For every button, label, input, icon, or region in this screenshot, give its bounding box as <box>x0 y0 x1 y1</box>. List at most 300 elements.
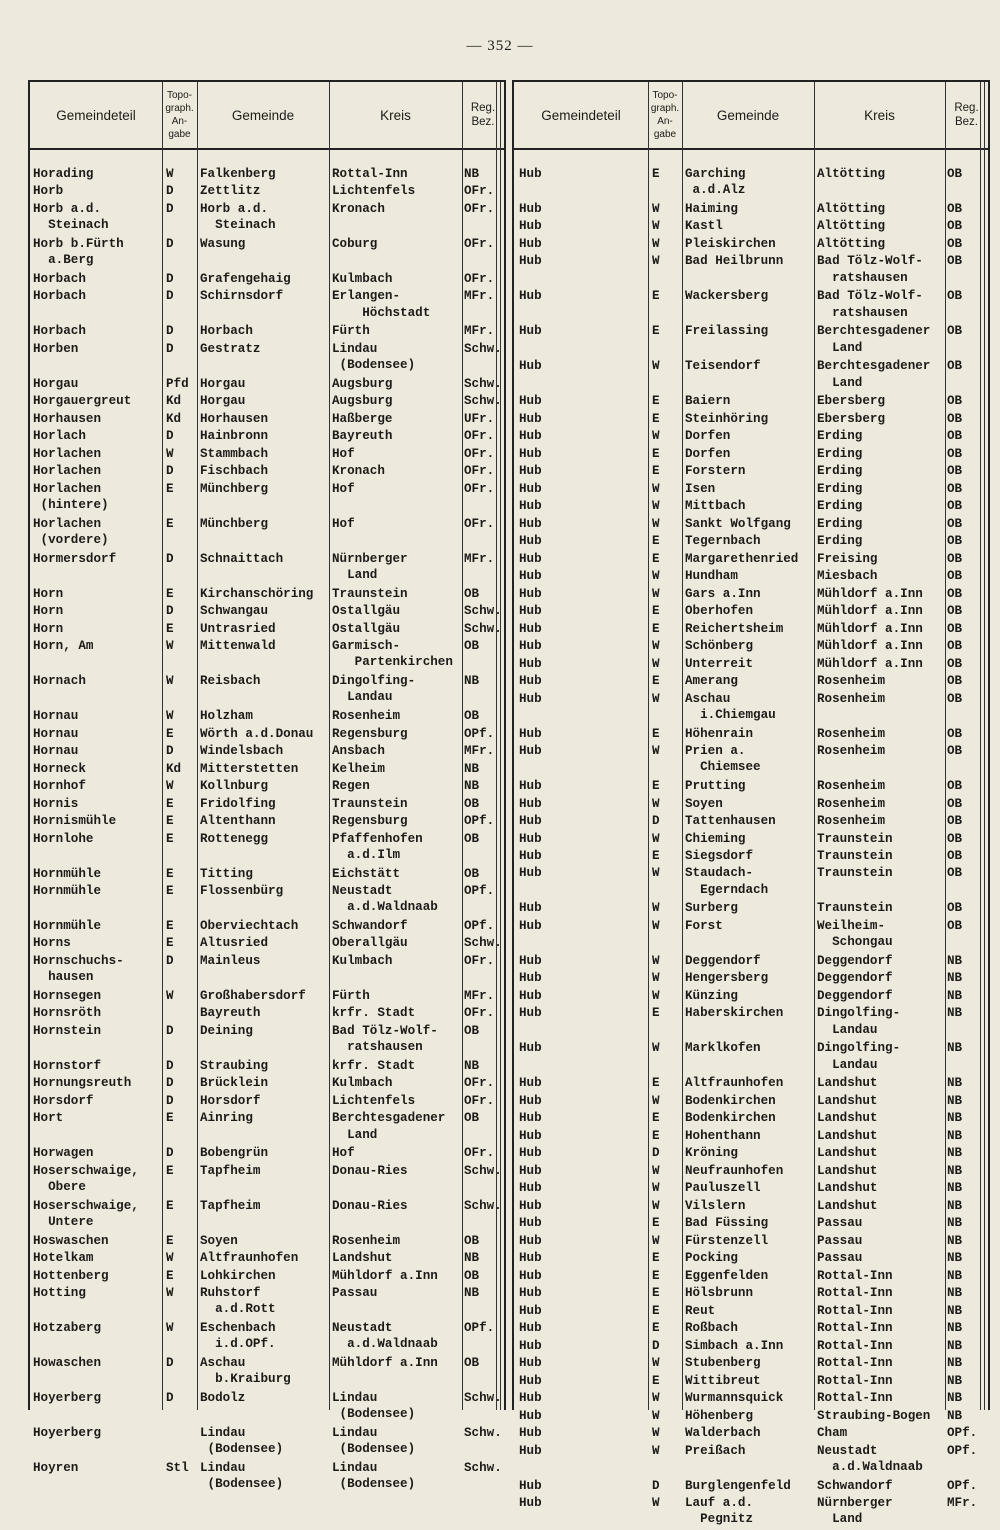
cell-kreis: Oberallgäu <box>332 936 408 951</box>
table-row <box>30 1005 504 1022</box>
cell-regbez: Schw. <box>464 604 502 619</box>
cell-topo: E <box>652 289 660 304</box>
cell-gemeinde: Wasung <box>200 236 246 251</box>
table-row <box>30 673 504 708</box>
right-table <box>512 80 990 1527</box>
cell-gemeinde: Vilslern <box>685 1198 746 1213</box>
cell-regbez: Schw. <box>464 621 502 636</box>
cell-regbez: OB <box>464 1356 480 1371</box>
cell-regbez: OFr. <box>464 429 495 444</box>
cell-gemeindeteil: Hub <box>519 1076 542 1091</box>
cell-topo: W <box>652 1356 660 1371</box>
cell-gemeindeteil: Hottenberg <box>33 1268 109 1283</box>
cell-gemeindeteil: Hormersdorf <box>33 551 117 566</box>
cell-kreis: Mühldorf a.Inn <box>817 639 923 654</box>
table-row <box>514 1180 988 1197</box>
cell-gemeinde: Horsdorf <box>200 1093 261 1108</box>
cell-kreis: Mühldorf a.Inn <box>817 586 923 601</box>
cell-regbez: OB <box>947 866 963 881</box>
table-row <box>514 1443 988 1478</box>
header-reg-line: Reg. <box>954 102 979 114</box>
table-row <box>514 201 988 218</box>
cell-regbez: OB <box>947 831 963 846</box>
table-row <box>514 498 988 515</box>
cell-topo: D <box>166 1146 174 1161</box>
cell-regbez: OFr. <box>464 1006 495 1021</box>
cell-gemeinde: Fridolfing <box>200 796 276 811</box>
cell-gemeindeteil: Horns <box>33 936 71 951</box>
cell-gemeinde: Marklkofen <box>685 1041 761 1056</box>
cell-regbez: OFr. <box>464 516 495 531</box>
cell-kreis: Ostallgäu <box>332 604 401 619</box>
cell-topo: E <box>652 534 660 549</box>
cell-gemeinde: Großhabersdorf <box>200 988 306 1003</box>
cell-kreis: Traunstein <box>817 866 893 881</box>
cell-regbez: NB <box>947 1373 963 1388</box>
header-gemeindeteil: Gemeindeteil <box>56 107 136 123</box>
cell-topo: D <box>166 236 174 251</box>
table-row <box>30 376 504 393</box>
cell-kreis: Fürth <box>332 324 370 339</box>
cell-gemeindeteil: Horlachen (vordere) <box>33 516 109 547</box>
table-row <box>514 1268 988 1285</box>
cell-regbez: NB <box>464 1286 480 1301</box>
cell-gemeinde: Holzham <box>200 709 253 724</box>
cell-regbez: Schw. <box>464 1426 502 1441</box>
cell-topo: W <box>652 1198 660 1213</box>
table-row <box>514 1303 988 1320</box>
cell-gemeinde: Schnaittach <box>200 551 284 566</box>
cell-gemeindeteil: Hub <box>519 918 542 933</box>
table-row <box>514 778 988 795</box>
cell-gemeinde: Neufraunhofen <box>685 1163 784 1178</box>
cell-kreis: Neustadt a.d.Waldnaab <box>332 1321 438 1352</box>
table-row <box>514 428 988 445</box>
cell-regbez: NB <box>464 1058 480 1073</box>
cell-gemeinde: Surberg <box>685 901 738 916</box>
cell-kreis: Mühldorf a.Inn <box>817 604 923 619</box>
cell-gemeindeteil: Hoyren <box>33 1461 79 1476</box>
cell-regbez: OB <box>947 219 963 234</box>
cell-kreis: Rosenheim <box>817 726 886 741</box>
cell-kreis: krfr. Stadt <box>332 1058 416 1073</box>
cell-gemeindeteil: Hub <box>519 1093 542 1108</box>
table-row <box>514 918 988 953</box>
cell-regbez: OB <box>947 551 963 566</box>
cell-gemeinde: Altusried <box>200 936 269 951</box>
cell-topo: E <box>166 1268 174 1283</box>
cell-kreis: Rosenheim <box>817 744 886 759</box>
cell-kreis: Rosenheim <box>817 779 886 794</box>
table-row <box>514 288 988 323</box>
table-row <box>30 201 504 236</box>
cell-topo: E <box>652 1303 660 1318</box>
cell-gemeinde: Forst <box>685 918 723 933</box>
header-topo-line: An- <box>657 116 673 127</box>
cell-regbez: OB <box>947 464 963 479</box>
cell-regbez: OFr. <box>464 271 495 286</box>
cell-gemeinde: Bobengrün <box>200 1146 269 1161</box>
cell-kreis: Bad Tölz-Wolf- ratshausen <box>817 289 923 320</box>
cell-gemeindeteil: Horlachen <box>33 464 102 479</box>
cell-kreis: Hof <box>332 446 355 461</box>
table-row <box>514 953 988 970</box>
cell-gemeinde: Wackersberg <box>685 289 769 304</box>
table-row <box>514 673 988 690</box>
cell-kreis: Neustadt a.d.Waldnaab <box>332 884 438 915</box>
cell-gemeinde: Tapfheim <box>200 1163 261 1178</box>
cell-regbez: OFr. <box>464 953 495 968</box>
cell-gemeinde: Aschau b.Kraiburg <box>200 1356 291 1387</box>
cell-gemeindeteil: Horlachen <box>33 446 102 461</box>
table-row <box>30 551 504 586</box>
cell-kreis: Nürnberger Land <box>332 551 408 582</box>
cell-gemeindeteil: Hornlohe <box>33 831 94 846</box>
cell-gemeindeteil: Hornstorf <box>33 1058 102 1073</box>
cell-regbez: NB <box>947 953 963 968</box>
cell-gemeindeteil: Horneck <box>33 761 86 776</box>
table-row <box>514 1005 988 1040</box>
cell-gemeinde: Oberviechtach <box>200 919 299 933</box>
cell-gemeindeteil: Horn <box>33 604 64 619</box>
cell-gemeinde: Bayreuth <box>200 1006 261 1021</box>
cell-topo: W <box>166 1286 174 1301</box>
cell-regbez: OB <box>464 709 480 724</box>
cell-gemeindeteil: Hub <box>519 866 542 881</box>
table-row <box>30 463 504 480</box>
cell-regbez: OB <box>947 901 963 916</box>
cell-gemeindeteil: Hub <box>519 621 542 636</box>
cell-topo: W <box>652 201 660 216</box>
cell-gemeinde: Flossenbürg <box>200 884 284 899</box>
cell-regbez: NB <box>947 1216 963 1231</box>
cell-topo: Kd <box>166 394 182 409</box>
cell-gemeindeteil: Hub <box>519 569 542 584</box>
cell-gemeindeteil: Hub <box>519 1286 542 1301</box>
cell-topo: W <box>652 219 660 234</box>
table-row <box>514 1128 988 1145</box>
table-row <box>30 1075 504 1092</box>
table-row <box>30 796 504 813</box>
cell-gemeinde: Reisbach <box>200 674 261 689</box>
cell-regbez: MFr. <box>464 744 495 759</box>
cell-gemeinde: Münchberg <box>200 481 269 496</box>
cell-kreis: Landshut <box>817 1163 878 1178</box>
cell-gemeinde: Steinhöring <box>685 411 769 426</box>
cell-gemeindeteil: Howaschen <box>33 1356 102 1371</box>
table-row <box>514 970 988 987</box>
cell-regbez: OPf. <box>464 814 495 829</box>
cell-kreis: Eichstätt <box>332 866 401 881</box>
cell-gemeindeteil: Hub <box>519 499 542 514</box>
table-row <box>30 1198 504 1233</box>
cell-gemeinde: Siegsdorf <box>685 849 754 863</box>
cell-kreis: Traunstein <box>332 586 408 601</box>
cell-kreis: Hof <box>332 1146 355 1161</box>
cell-kreis: Neustadt a.d.Waldnaab <box>817 1443 923 1474</box>
cell-kreis: Ebersberg <box>817 394 886 409</box>
cell-kreis: Kulmbach <box>332 271 393 286</box>
cell-topo: E <box>652 1286 660 1301</box>
cell-gemeinde: Wurmannsquick <box>685 1391 784 1406</box>
cell-gemeindeteil: Hornungsreuth <box>33 1076 132 1091</box>
table-row <box>30 271 504 288</box>
cell-gemeindeteil: Horlachen (hintere) <box>33 481 109 512</box>
cell-gemeindeteil: Horlach <box>33 429 86 444</box>
cell-regbez: NB <box>947 1111 963 1126</box>
cell-gemeindeteil: Hoserschwaige, Obere <box>33 1163 139 1195</box>
table-row <box>30 621 504 638</box>
cell-gemeinde: Burglengenfeld <box>685 1478 791 1493</box>
cell-gemeindeteil: Hort <box>33 1111 64 1126</box>
cell-gemeindeteil: Hub <box>519 464 542 479</box>
cell-topo: E <box>166 1198 174 1213</box>
table-row <box>514 1338 988 1355</box>
cell-gemeinde: Roßbach <box>685 1321 738 1336</box>
table-row <box>30 743 504 760</box>
cell-gemeindeteil: Hub <box>519 1146 542 1161</box>
cell-gemeindeteil: Hornmühle <box>33 884 102 899</box>
table-row <box>514 446 988 463</box>
cell-topo: E <box>652 621 660 636</box>
cell-regbez: OFr. <box>464 1146 495 1161</box>
cell-regbez: OB <box>947 604 963 619</box>
cell-gemeindeteil: Hub <box>519 1321 542 1336</box>
cell-gemeindeteil: Hub <box>519 481 542 496</box>
cell-topo: E <box>652 1268 660 1283</box>
left-table <box>28 80 506 1492</box>
cell-gemeindeteil: Hub <box>519 656 542 671</box>
cell-topo: D <box>166 201 174 216</box>
cell-gemeindeteil: Hub <box>519 639 542 654</box>
cell-kreis: Berchtesgadener Land <box>332 1111 446 1142</box>
cell-gemeinde: Brücklein <box>200 1076 269 1091</box>
cell-gemeinde: Ainring <box>200 1111 253 1126</box>
cell-regbez: OB <box>464 831 480 846</box>
cell-regbez: OB <box>947 691 963 706</box>
cell-gemeindeteil: Hornstein <box>33 1023 102 1038</box>
cell-kreis: Freising <box>817 551 878 566</box>
cell-kreis: Kelheim <box>332 761 385 776</box>
cell-gemeinde: Oberhofen <box>685 604 754 619</box>
cell-regbez: OB <box>947 324 963 339</box>
cell-gemeindeteil: Horn, Am <box>33 639 94 654</box>
cell-regbez: OB <box>464 1023 480 1038</box>
cell-gemeinde: Stammbach <box>200 446 269 461</box>
cell-regbez: OB <box>947 289 963 304</box>
table-row <box>30 988 504 1005</box>
cell-kreis: Lichtenfels <box>332 1093 416 1108</box>
cell-topo: E <box>166 936 174 951</box>
cell-gemeinde: Preißach <box>685 1443 746 1458</box>
cell-kreis: Lindau (Bodensee) <box>332 341 416 373</box>
cell-kreis: Lindau (Bodensee) <box>332 1391 416 1422</box>
cell-regbez: NB <box>947 1233 963 1248</box>
cell-gemeinde: Horb a.d. Steinach <box>200 201 276 233</box>
cell-gemeindeteil: Horading <box>33 167 94 181</box>
cell-regbez: OB <box>947 656 963 671</box>
table-row <box>514 900 988 917</box>
table-row <box>30 446 504 463</box>
cell-regbez: NB <box>947 1128 963 1143</box>
cell-gemeinde: Staudach- Egerndach <box>685 866 769 897</box>
cell-gemeinde: Münchberg <box>200 516 269 531</box>
cell-gemeindeteil: Hub <box>519 953 542 968</box>
cell-topo: W <box>652 481 660 496</box>
cell-regbez: OPf. <box>464 884 495 899</box>
cell-gemeinde: Mainleus <box>200 953 261 968</box>
cell-kreis: Landshut <box>817 1111 878 1126</box>
cell-gemeindeteil: Hotelkam <box>33 1251 94 1266</box>
cell-gemeindeteil: Hornismühle <box>33 814 117 829</box>
cell-gemeindeteil: Hub <box>519 289 542 304</box>
cell-gemeinde: Lindau (Bodensee) <box>200 1426 284 1457</box>
cell-regbez: NB <box>947 1251 963 1266</box>
cell-kreis: Deggendorf <box>817 988 893 1003</box>
cell-gemeinde: Teisendorf <box>685 359 761 374</box>
cell-topo: E <box>166 1163 174 1178</box>
cell-gemeindeteil: Hub <box>519 324 542 339</box>
cell-gemeindeteil: Hornmühle <box>33 866 102 881</box>
cell-regbez: OB <box>947 394 963 409</box>
cell-topo: D <box>166 604 174 619</box>
cell-gemeinde: Altfraunhofen <box>685 1076 784 1091</box>
cell-kreis: Rosenheim <box>817 796 886 811</box>
cell-topo: W <box>166 988 174 1003</box>
cell-topo: E <box>652 849 660 863</box>
cell-regbez: OFr. <box>464 184 495 199</box>
cell-topo: D <box>652 1146 660 1161</box>
cell-gemeindeteil: Hub <box>519 167 542 181</box>
header-reg-line: Bez. <box>471 116 495 128</box>
cell-topo: W <box>166 1321 174 1336</box>
cell-gemeindeteil: Hub <box>519 586 542 601</box>
cell-regbez: OB <box>947 674 963 689</box>
cell-regbez: OB <box>947 446 963 461</box>
cell-gemeindeteil: Horbach <box>33 271 86 286</box>
header-topo-line: graph. <box>650 103 680 114</box>
cell-topo: E <box>652 726 660 741</box>
cell-gemeindeteil: Hub <box>519 1268 542 1283</box>
cell-regbez: OB <box>947 516 963 531</box>
cell-regbez: NB <box>947 1303 963 1318</box>
cell-regbez: NB <box>947 988 963 1003</box>
table-row <box>514 218 988 235</box>
cell-gemeindeteil: Hub <box>519 1198 542 1213</box>
cell-gemeinde: Hengersberg <box>685 971 769 986</box>
cell-gemeinde: Bodenkirchen <box>685 1093 776 1108</box>
table-row <box>30 1285 504 1320</box>
cell-gemeindeteil: Hub <box>519 1426 542 1441</box>
cell-gemeinde: Fischbach <box>200 464 269 479</box>
table-row <box>30 1268 504 1285</box>
cell-regbez: OB <box>947 359 963 374</box>
cell-gemeindeteil: Horb <box>33 184 64 199</box>
cell-topo: E <box>166 919 174 933</box>
cell-topo: W <box>652 586 660 601</box>
table-row <box>30 288 504 323</box>
cell-kreis: Landshut <box>817 1198 878 1213</box>
cell-gemeindeteil: Hub <box>519 1496 542 1510</box>
table-row <box>30 726 504 743</box>
cell-topo: W <box>652 236 660 251</box>
cell-gemeindeteil: Hornsröth <box>33 1006 102 1021</box>
cell-gemeindeteil: Hub <box>519 1303 542 1318</box>
cell-gemeinde: Lohkirchen <box>200 1268 276 1283</box>
cell-gemeinde: Bad Füssing <box>685 1216 769 1231</box>
cell-topo: D <box>166 324 174 339</box>
cell-topo: E <box>166 1233 174 1248</box>
cell-regbez: OFr. <box>464 1093 495 1108</box>
cell-gemeinde: Sankt Wolfgang <box>685 516 791 531</box>
cell-kreis: Fürth <box>332 988 370 1003</box>
cell-gemeinde: Straubing <box>200 1058 269 1073</box>
cell-gemeindeteil: Hoserschwaige, Untere <box>33 1198 139 1230</box>
cell-kreis: Bad Tölz-Wolf- ratshausen <box>817 254 923 285</box>
cell-gemeinde: Amerang <box>685 674 738 689</box>
table-row <box>514 253 988 288</box>
table-row <box>514 1495 988 1530</box>
cell-topo: W <box>652 918 660 933</box>
cell-regbez: OB <box>947 744 963 759</box>
cell-kreis: Passau <box>332 1286 378 1301</box>
cell-regbez: NB <box>947 1163 963 1178</box>
table-row <box>514 323 988 358</box>
cell-regbez: OB <box>947 796 963 811</box>
cell-regbez: OB <box>947 726 963 741</box>
cell-gemeinde: Mitterstetten <box>200 761 299 776</box>
cell-kreis: Mühldorf a.Inn <box>332 1356 438 1371</box>
cell-kreis: Coburg <box>332 236 378 251</box>
cell-topo: D <box>166 271 174 286</box>
table-row <box>514 1198 988 1215</box>
cell-gemeinde: Mittbach <box>685 499 746 514</box>
header-kreis: Kreis <box>864 107 895 123</box>
cell-regbez: OFr. <box>464 464 495 479</box>
cell-topo: W <box>652 1391 660 1406</box>
right-table-header <box>514 82 988 150</box>
cell-topo: W <box>652 359 660 374</box>
cell-kreis: Altötting <box>817 236 886 251</box>
header-reg-line: Reg. <box>470 102 496 114</box>
cell-regbez: MFr. <box>464 988 495 1003</box>
cell-kreis: Rottal-Inn <box>817 1321 893 1336</box>
cell-gemeinde: Rottenegg <box>200 831 269 846</box>
cell-regbez: OB <box>947 481 963 496</box>
cell-topo: E <box>652 1076 660 1091</box>
table-row <box>30 1320 504 1355</box>
cell-kreis: Deggendorf <box>817 953 893 968</box>
cell-gemeinde: Kastl <box>685 219 723 234</box>
table-row <box>514 1040 988 1075</box>
cell-gemeindeteil: Horn <box>33 586 64 601</box>
cell-kreis: Berchtesgadener Land <box>817 324 931 355</box>
cell-kreis: Deggendorf <box>817 971 893 986</box>
cell-kreis: Berchtesgadener Land <box>817 359 931 390</box>
cell-gemeindeteil: Hornschuchs- hausen <box>33 953 124 985</box>
cell-regbez: NB <box>464 1251 480 1266</box>
cell-topo: D <box>166 551 174 566</box>
cell-kreis: Regen <box>332 779 370 794</box>
cell-topo: W <box>166 639 174 654</box>
cell-gemeinde: Walderbach <box>685 1426 761 1441</box>
cell-kreis: Erding <box>817 429 863 444</box>
cell-regbez: OB <box>947 569 963 584</box>
table-row <box>514 796 988 813</box>
cell-kreis: Rottal-Inn <box>817 1356 893 1371</box>
cell-gemeinde: Grafengehaig <box>200 271 291 286</box>
cell-regbez: OPf. <box>947 1478 978 1493</box>
